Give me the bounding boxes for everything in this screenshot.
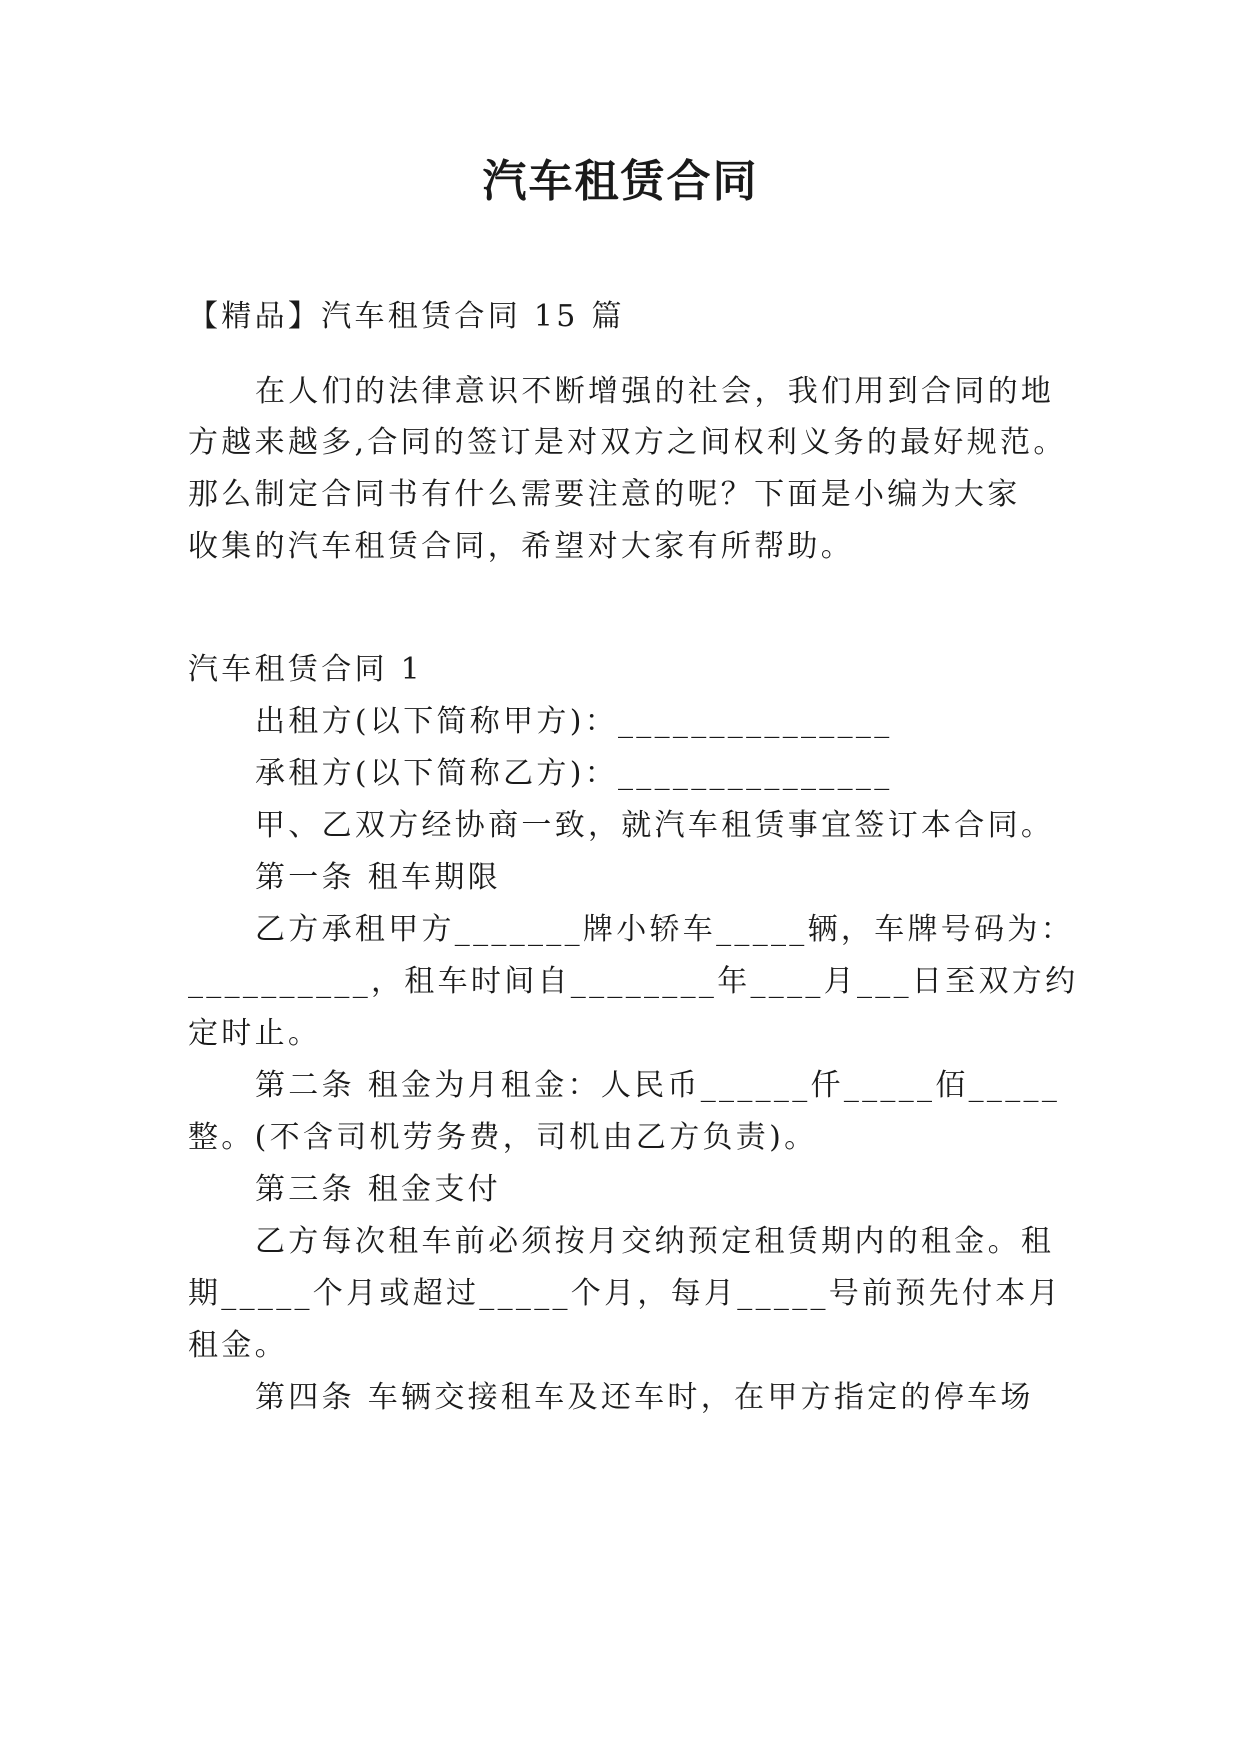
document-title: 汽车租赁合同 <box>482 156 759 207</box>
article-3-heading: 第三条 租金支付 <box>255 1172 501 1207</box>
document-subtitle: 【精品】汽车租赁合同 15 篇 <box>188 299 625 334</box>
article-3-text-2: 期_____个月或超过_____个月，每月_____号前预先付本月 <box>188 1276 1062 1311</box>
intro-line-4: 收集的汽车租赁合同，希望对大家有所帮助。 <box>188 529 854 564</box>
intro-line-3: 那么制定合同书有什么需要注意的呢？下面是小编为大家 <box>188 477 1021 512</box>
intro-line-2: 方越来越多,合同的签订是对双方之间权利义务的最好规范。 <box>188 425 1067 460</box>
agreement-line: 甲、乙双方经协商一致，就汽车租赁事宜签订本合同。 <box>255 808 1055 843</box>
lessor-line: 出租方(以下简称甲方)：_______________ <box>255 704 893 739</box>
article-2-text-1: 第二条 租金为月租金：人民币______仟_____佰_____ <box>255 1068 1061 1103</box>
article-3-text-3: 租金。 <box>188 1328 288 1363</box>
article-1-text-2: __________，租车时间自________年____月___日至双方约 <box>188 964 1079 999</box>
lessee-line: 承租方(以下简称乙方)：_______________ <box>255 756 893 791</box>
intro-line-1: 在人们的法律意识不断增强的社会，我们用到合同的地 <box>255 374 1055 409</box>
article-1-heading: 第一条 租车期限 <box>255 860 501 895</box>
article-2-text-2: 整。(不含司机劳务费，司机由乙方负责)。 <box>188 1120 818 1155</box>
article-1-text-1: 乙方承租甲方_______牌小轿车_____辆，车牌号码为： <box>255 912 1074 947</box>
article-1-text-3: 定时止。 <box>188 1016 322 1051</box>
section-heading: 汽车租赁合同 1 <box>188 652 424 687</box>
article-3-text-1: 乙方每次租车前必须按月交纳预定租赁期内的租金。租 <box>255 1224 1055 1259</box>
article-4-text-1: 第四条 车辆交接租车及还车时，在甲方指定的停车场 <box>255 1380 1034 1415</box>
